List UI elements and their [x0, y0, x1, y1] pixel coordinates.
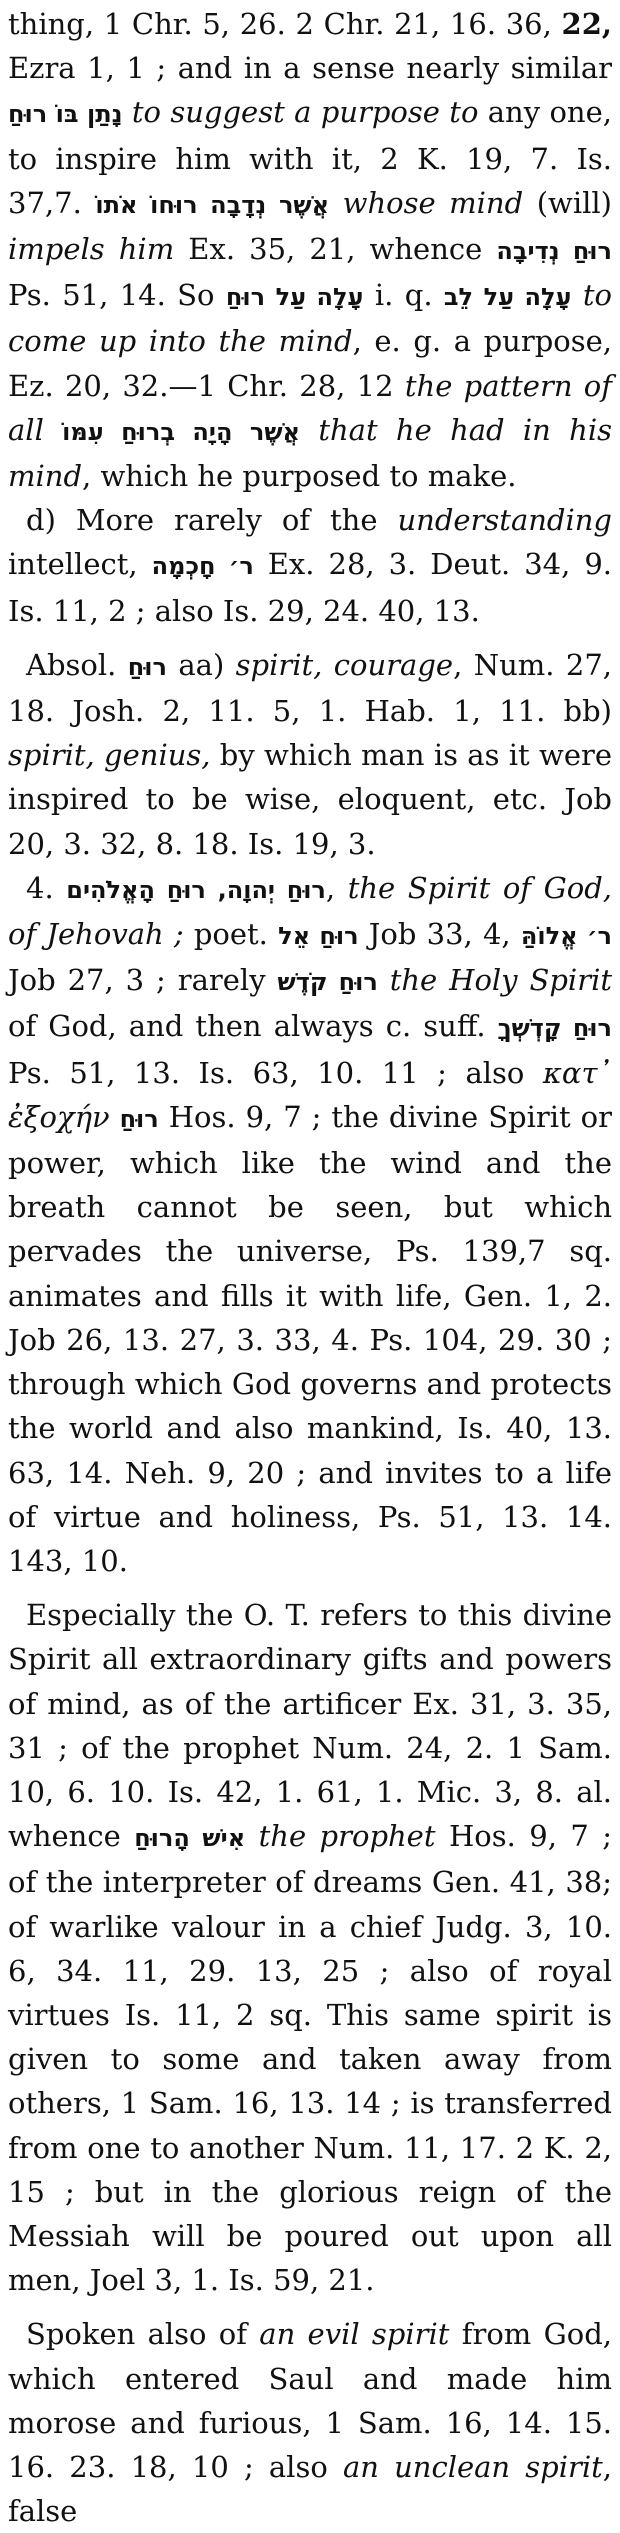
- italic-gloss: the Holy Spirit: [389, 963, 612, 998]
- italic-gloss: that he had in his mind: [8, 412, 613, 494]
- body-text: , false: [8, 2449, 613, 2529]
- italic-gloss: an unclean spirit: [342, 2449, 603, 2484]
- body-text: Hos. 9, 7 ; the divine Spirit or power, which like the wind and the breath cannot be seen, but which pervades the universe, Ps. 139,7 sq. animates and fills it with life, Gen. 1, 2. Job 26, 13. 27, 3. 33, 4. Ps. 104, 29. 30 ; through which God governs and protects the world and also mankind, Is. 40, 13. 63, 14. Neh. 9, 20 ; and invites to a life of virtue and holiness, Ps. 51, 13. 14. 143, 10.: [8, 1099, 612, 1578]
- body-text: Spoken also of: [26, 2317, 260, 2352]
- italic-gloss: spirit, courage: [235, 647, 454, 682]
- hebrew-text: נָתַן בּוֹ רוּחַ: [8, 100, 123, 129]
- hebrew-text: עָלָה עַל רוּחַ: [225, 283, 364, 312]
- body-text: Ezra 1, 1 ; and in a sense nearly similar: [8, 51, 612, 86]
- body-text: Job 27, 3 ; rarely: [8, 963, 278, 998]
- body-text: ,: [325, 870, 348, 905]
- hebrew-text: רוּחַ קָדְשְׁךָ: [497, 1014, 612, 1043]
- body-text: of God, and then always c. suff.: [8, 1009, 498, 1044]
- body-text: Ex. 28, 3. Deut. 34, 9. Is. 11, 2 ; also Is. 29, 24. 40, 13.: [8, 547, 612, 628]
- lexicon-paragraph: [8, 643, 612, 866]
- hebrew-text: אֲשֶׁר נְדָבָה רוּחוֹ אֹתוֹ: [95, 190, 330, 219]
- hebrew-text: רוּחַ נְדִיבָה: [496, 237, 612, 266]
- body-text: Job 33, 4,: [358, 917, 521, 952]
- body-text: Ex. 35, 21, whence: [174, 232, 497, 267]
- body-text: [44, 413, 62, 447]
- italic-gloss: spirit, genius,: [8, 738, 211, 773]
- body-text: aa): [166, 647, 236, 682]
- body-text: (will): [523, 185, 612, 220]
- body-text: , which he purposed to make.: [82, 459, 517, 494]
- italic-gloss: the Spirit of God, of Jehovah ;: [8, 870, 613, 952]
- italic-gloss: to come up into the mind: [8, 278, 613, 359]
- body-text: [572, 278, 583, 312]
- body-text: [329, 186, 343, 220]
- hebrew-text: רוּחַ: [119, 1104, 159, 1133]
- body-text: any one, to inspire him with it, 2 K. 19, 7. Is. 37,7.: [8, 95, 612, 220]
- lexicon-paragraph: [8, 1593, 612, 2302]
- italic-gloss: impels him: [8, 232, 175, 267]
- body-text: Absol.: [26, 647, 128, 682]
- lexicon-paragraph: [8, 866, 612, 1583]
- body-text: from God, which entered Saul and made him morose and furious, 1 Sam. 16, 14. 15. 16. 23. 18, 10 ; also: [8, 2317, 612, 2484]
- body-text: Ps. 51, 13. Is. 63, 10. 11 ; also: [8, 1055, 543, 1090]
- body-text: , Num. 27, 18. Josh. 2, 11. 5, 1. Hab. 1, 11. bb): [8, 647, 613, 729]
- greek-text: κατ᾽ ἐξοχήν: [8, 1055, 612, 1134]
- body-text: Hos. 9, 7 ; of the interpreter of dreams Gen. 41, 38; of warlike valour in a chief Judg. 3, 10. 6, 34. 11, 29. 13, 25 ; also of royal virtues Is. 11, 2 sq. This same spirit is given to some and taken away from others, 1 Sam. 16, 13. 14 ; is transferred from one to another Num. 11, 17. 2 K. 2, 15 ; but in the glorious reign of the Messiah will be poured out upon all men, Joel 3, 1. Is. 59, 21.: [8, 1819, 613, 2298]
- body-text: intellect,: [8, 547, 152, 582]
- hebrew-text: ר׳ אֱלוֹהַּ: [520, 922, 612, 951]
- hebrew-text: אֲשֶׁר הָיָה בְרוּחַ עִמּוֹ: [62, 417, 301, 446]
- body-text: [110, 1100, 120, 1134]
- italic-gloss: the pattern of all: [8, 368, 612, 447]
- body-text: [378, 963, 390, 997]
- body-text: d) More rarely of the: [26, 503, 398, 538]
- body-text: i. q.: [363, 278, 444, 313]
- body-text: [300, 413, 318, 447]
- body-text: poet.: [183, 917, 279, 952]
- hebrew-text: רוּחַ קֹדֶשׁ: [277, 968, 378, 997]
- hebrew-text: רוּחַ אֵל: [278, 922, 359, 951]
- hebrew-text: ר׳ חָכְמָה: [151, 552, 254, 581]
- body-text: [123, 95, 132, 129]
- hebrew-text: רוּחַ יְהוָה, רוּחַ הָאֱלֹהִים: [66, 875, 326, 904]
- hebrew-text: אִישׁ הָרוּחַ: [134, 1824, 246, 1853]
- body-text: Especially the O. T. refers to this divine Spirit all extraordinary gifts and powers of mind, as of the artificer Ex. 31, 3. 35, 31 ; of the prophet Num. 24, 2. 1 Sam. 10, 6. 10. Is. 42, 1. 61, 1. Mic. 3, 8. al. whence: [8, 1598, 612, 1854]
- italic-gloss: the prophet: [258, 1819, 436, 1854]
- italic-gloss: to suggest a purpose to: [131, 95, 479, 130]
- italic-gloss: understanding: [397, 503, 612, 538]
- body-text: [245, 1819, 258, 1853]
- italic-gloss: an evil spirit: [259, 2317, 450, 2352]
- italic-gloss: whose mind: [342, 185, 524, 220]
- lexicon-paragraph: [8, 2312, 612, 2533]
- body-text: thing, 1 Chr. 5, 26. 2 Chr. 21, 16. 36,: [8, 7, 562, 41]
- hebrew-text: עָלָה עַל לֵב: [443, 283, 572, 312]
- body-text: by which man is as it were inspired to be wise, eloquent, etc. Job 20, 3. 32, 8. 18. Is. 19, 3.: [8, 738, 613, 861]
- lexicon-paragraph: [8, 2, 612, 498]
- body-text: Ps. 51, 14. So: [8, 278, 226, 313]
- body-text: 22,: [561, 7, 612, 41]
- body-text: , e. g. a purpose, Ez. 20, 32.—1 Chr. 28, 12: [8, 324, 612, 403]
- hebrew-text: רוּחַ: [127, 652, 167, 681]
- body-text: 4.: [26, 870, 67, 905]
- lexicon-paragraph: [8, 498, 612, 633]
